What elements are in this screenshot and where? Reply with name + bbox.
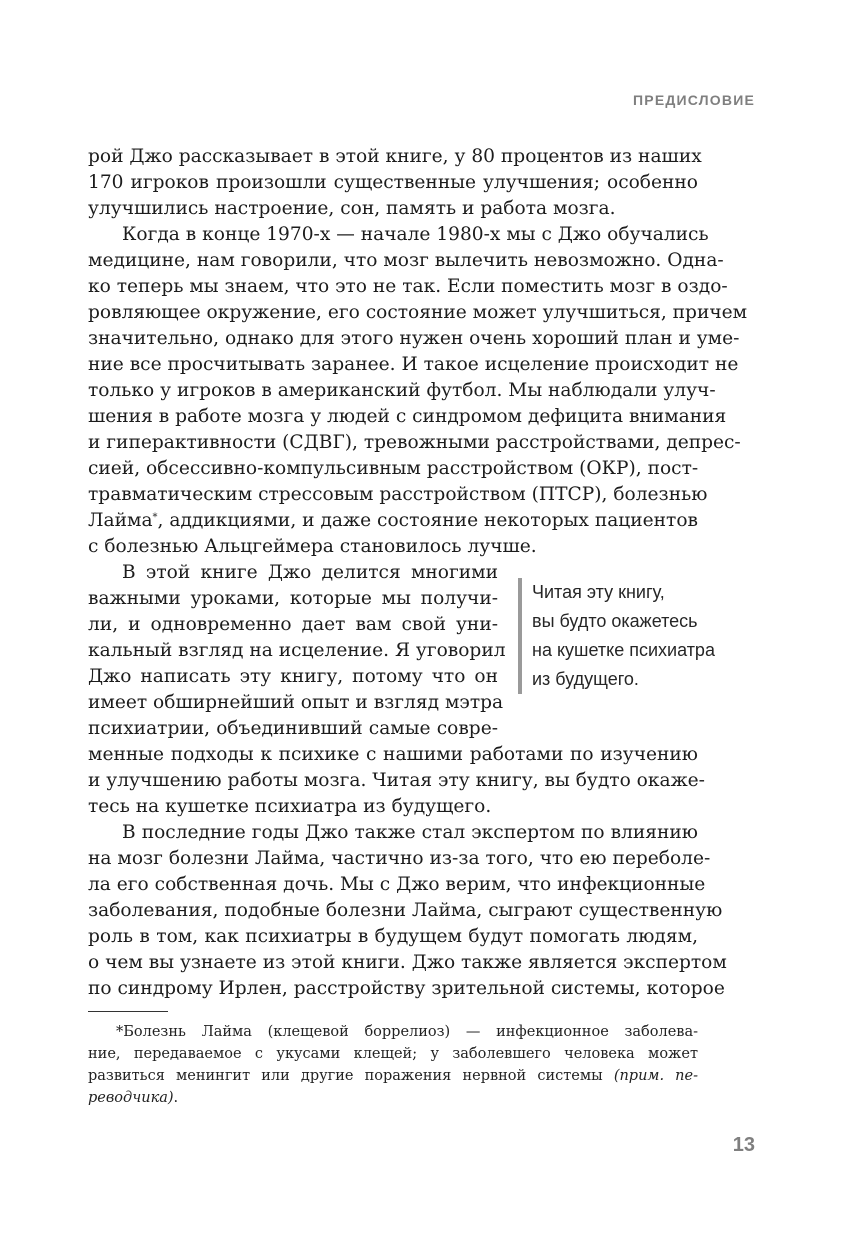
body-line: ла его собственная дочь. Мы с Джо верим, что инфекционные	[88, 874, 706, 895]
body-line: тесь на кушетке психиатра из будущего.	[88, 796, 492, 817]
pull-quote-line: вы будто окажетесь	[532, 611, 698, 631]
body-line: 170 игроков произошли существенные улучшения; особенно	[88, 172, 698, 193]
body-line: и улучшению работы мозга. Читая эту книгу, вы будто окаже-	[88, 770, 705, 791]
body-line: о чем вы узнаете из этой книги. Джо также является экспертом	[88, 952, 727, 973]
body-line: только у игроков в американский футбол. Мы наблюдали улуч-	[88, 380, 716, 401]
body-line: улучшились настроение, сон, память и работа мозга.	[88, 198, 616, 219]
body-line: и гиперактивности (СДВГ), тревожными расстройствами, депрес-	[88, 432, 741, 453]
body-line: менные подходы к психике с нашими работами по изучению	[88, 744, 698, 765]
body-line	[88, 508, 698, 534]
body-line: психиатрии, объединивший самые совре-	[88, 718, 498, 739]
lyme-word: Лайма	[88, 510, 153, 531]
body-line: имеет обширнейший опыт и взгляд мэтра	[88, 692, 504, 713]
body-line: роль в том, как психиатры в будущем будут помогать людям,	[88, 926, 698, 947]
footnote-marker: *	[152, 512, 158, 523]
pull-quote-line: из будущего.	[532, 669, 639, 689]
body-line: В этой книге Джо делится многими	[122, 562, 498, 583]
page-number: 13	[732, 1134, 755, 1156]
body-line: с болезнью Альцгеймера становилось лучше.	[88, 536, 537, 557]
body-line: ние все просчитывать заранее. И такое исцеление происходит не	[88, 354, 739, 375]
body-line: ровляющее окружение, его состояние может улучшиться, причем	[88, 302, 748, 323]
pull-quote	[518, 578, 764, 694]
body-line: заболевания, подобные болезни Лайма, сыграют существенную	[88, 900, 723, 921]
body-line: на мозг болезни Лайма, частично из-за того, что ею переболе-	[88, 848, 711, 869]
body-line: значительно, однако для этого нужен очень хороший план и уме-	[88, 328, 740, 349]
footnote-line	[116, 1021, 698, 1043]
footnote-line: ние, передаваемое с укусами клещей; у заболевшего человека может	[88, 1046, 698, 1062]
footnote-italic: (прим. пе-	[613, 1068, 699, 1084]
footnote-divider	[88, 1011, 168, 1012]
body-line: Когда в конце 1970-х — начале 1980-х мы с Джо обучались	[122, 224, 709, 245]
footnote-line	[88, 1087, 698, 1109]
footnote-text: развиться менингит или другие поражения нервной системы	[88, 1068, 603, 1084]
body-line: важными уроками, которые мы получи-	[88, 588, 498, 609]
body-line: травматическим стрессовым расстройством (ПТСР), болезнью	[88, 484, 708, 505]
body-line: медицине, нам говорили, что мозг вылечить невозможно. Одна-	[88, 250, 724, 271]
footnote-text: Болезнь Лайма (клещевой боррелиоз) — инфекционное заболева-	[123, 1024, 698, 1040]
body-line: кальный взгляд на исцеление. Я уговорил	[88, 640, 506, 661]
body-line: сией, обсессивно-компульсивным расстройством (ОКР), пост-	[88, 458, 699, 479]
body-line: шения в работе мозга у людей с синдромом дефицита внимания	[88, 406, 727, 427]
footnote-line	[88, 1065, 698, 1087]
body-line: В последние годы Джо также стал экспертом по влиянию	[122, 822, 698, 843]
footnote-asterisk: *	[116, 1024, 124, 1040]
footnote-italic: реводчика)	[88, 1090, 174, 1106]
footnote-period: .	[173, 1090, 179, 1106]
line-rest: , аддикциями, и даже состояние некоторых пациентов	[157, 510, 698, 531]
body-line: ко теперь мы знаем, что это не так. Если поместить мозг в оздо-	[88, 276, 728, 297]
pull-quote-line: Читая эту книгу,	[532, 582, 665, 602]
body-line: по синдрому Ирлен, расстройству зрительной системы, которое	[88, 978, 725, 999]
body-line: рой Джо рассказывает в этой книге, у 80 процентов из наших	[88, 146, 702, 167]
running-header: ПРЕДИСЛОВИЕ	[633, 92, 755, 108]
body-line: Джо написать эту книгу, потому что он	[88, 666, 498, 687]
pull-quote-line: на кушетке психиатра	[532, 640, 715, 660]
body-line: ли, и одновременно дает вам свой уни-	[88, 614, 498, 635]
